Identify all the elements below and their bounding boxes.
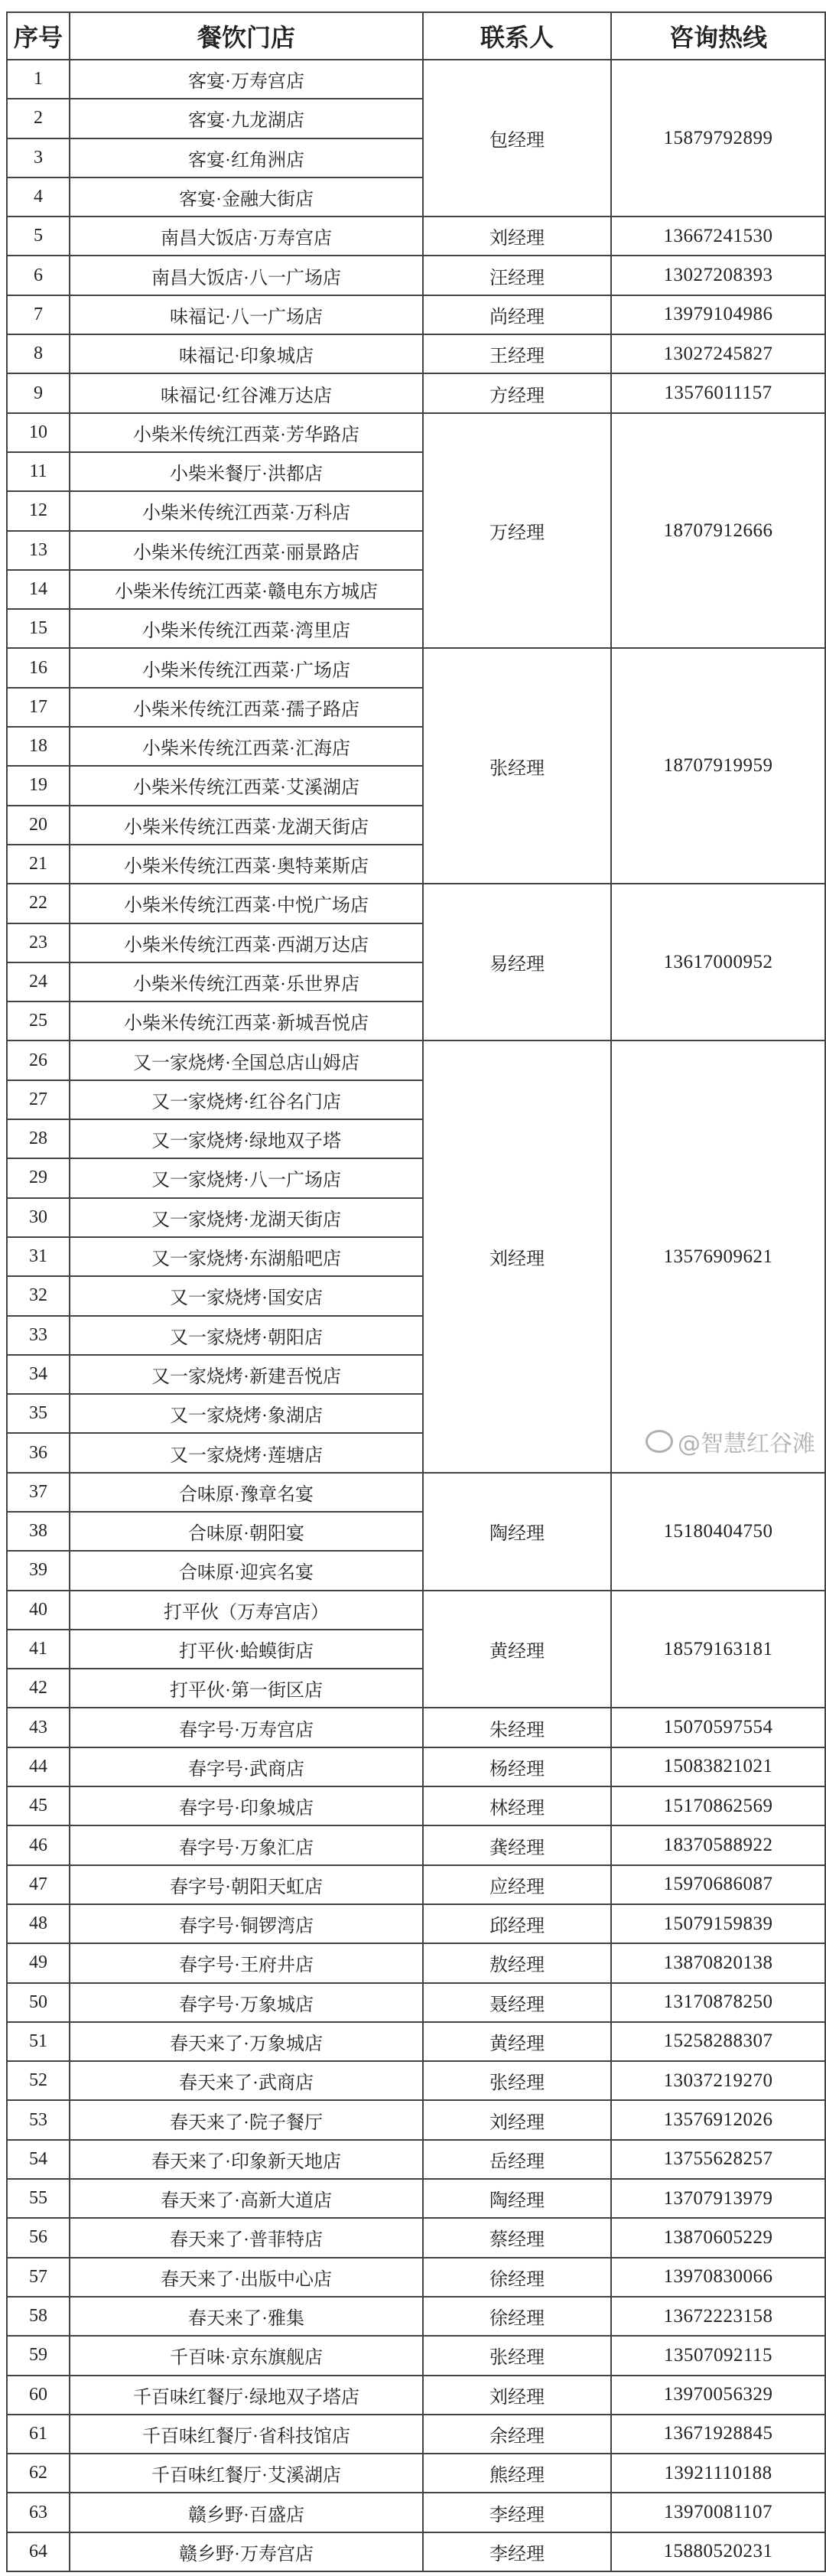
hotline-number: 15879792899	[611, 60, 825, 217]
restaurant-name: 客宴·万寿宫店	[70, 60, 423, 99]
watermark-text: @智慧红谷滩	[678, 1431, 815, 1457]
row-number: 4	[7, 177, 70, 217]
table-row	[7, 1708, 825, 1747]
row-number: 32	[7, 1276, 70, 1315]
table-row	[7, 648, 825, 687]
hotline-number: 13667241530	[611, 217, 825, 256]
restaurant-name: 南昌大饭店·万寿宫店	[70, 217, 423, 256]
table-row	[7, 2218, 825, 2257]
header-hotline: 咨询热线	[611, 12, 825, 60]
restaurant-name: 小柴米传统江西菜·汇海店	[70, 727, 423, 766]
hotline-number: 13576909621	[611, 1040, 825, 1472]
restaurant-name: 春天来了·高新大道店	[70, 2179, 423, 2218]
row-number: 21	[7, 845, 70, 884]
hotline-number: 13027208393	[611, 256, 825, 295]
restaurant-name: 又一家烧烤·龙湖天街店	[70, 1198, 423, 1237]
hotline-number: 18579163181	[611, 1591, 825, 1708]
row-number: 9	[7, 373, 70, 412]
row-number: 62	[7, 2454, 70, 2493]
restaurant-name: 小柴米传统江西菜·艾溪湖店	[70, 766, 423, 805]
restaurant-name: 小柴米传统江西菜·孺子路店	[70, 688, 423, 727]
row-number: 25	[7, 1001, 70, 1040]
contact-person: 李经理	[423, 2532, 611, 2571]
contact-person: 朱经理	[423, 1708, 611, 1747]
hotline-number: 13970830066	[611, 2258, 825, 2297]
restaurant-name: 又一家烧烤·东湖船吧店	[70, 1237, 423, 1276]
hotline-number: 13507092115	[611, 2336, 825, 2375]
row-number: 20	[7, 806, 70, 845]
restaurant-name: 小柴米传统江西菜·芳华路店	[70, 413, 423, 452]
row-number: 18	[7, 727, 70, 766]
table-row	[7, 256, 825, 295]
table-row	[7, 2179, 825, 2218]
hotline-number: 13870820138	[611, 1943, 825, 1982]
restaurant-name: 南昌大饭店·八一广场店	[70, 256, 423, 295]
row-number: 49	[7, 1943, 70, 1982]
row-number: 29	[7, 1158, 70, 1197]
table-row	[7, 2258, 825, 2297]
restaurant-name: 味福记·印象城店	[70, 334, 423, 373]
contact-person: 尚经理	[423, 295, 611, 334]
table-row	[7, 2022, 825, 2061]
restaurant-name: 小柴米传统江西菜·奥特莱斯店	[70, 845, 423, 884]
contact-person: 陶经理	[423, 2179, 611, 2218]
row-number: 43	[7, 1708, 70, 1747]
restaurant-name: 又一家烧烤·八一广场店	[70, 1158, 423, 1197]
contact-person: 包经理	[423, 60, 611, 217]
restaurant-name: 千百味红餐厅·绿地双子塔店	[70, 2376, 423, 2415]
hotline-number: 13755628257	[611, 2140, 825, 2179]
hotline-number: 13576011157	[611, 373, 825, 412]
restaurant-name: 小柴米传统江西菜·龙湖天街店	[70, 806, 423, 845]
row-number: 15	[7, 609, 70, 648]
contact-person: 刘经理	[423, 217, 611, 256]
row-number: 14	[7, 570, 70, 609]
row-number: 22	[7, 884, 70, 923]
table-row	[7, 2336, 825, 2375]
row-number: 7	[7, 295, 70, 334]
contact-person: 张经理	[423, 2336, 611, 2375]
hotline-number: 18707912666	[611, 413, 825, 649]
restaurant-name: 又一家烧烤·朝阳店	[70, 1316, 423, 1355]
table-row	[7, 884, 825, 923]
restaurant-name: 春字号·王府井店	[70, 1943, 423, 1982]
header-restaurant: 餐饮门店	[70, 12, 423, 60]
restaurant-name: 春天来了·武商店	[70, 2061, 423, 2100]
row-number: 56	[7, 2218, 70, 2257]
table-row	[7, 295, 825, 334]
contact-person: 熊经理	[423, 2454, 611, 2493]
restaurant-name: 春天来了·出版中心店	[70, 2258, 423, 2297]
table-row	[7, 217, 825, 256]
restaurant-name: 春字号·铜锣湾店	[70, 1904, 423, 1943]
restaurant-name: 小柴米传统江西菜·西湖万达店	[70, 923, 423, 962]
watermark	[646, 1425, 815, 1458]
row-number: 44	[7, 1747, 70, 1786]
restaurant-name: 千百味红餐厅·省科技馆店	[70, 2415, 423, 2454]
restaurant-name: 又一家烧烤·新建吾悦店	[70, 1355, 423, 1394]
contact-person: 张经理	[423, 2061, 611, 2100]
hotline-number: 13672223158	[611, 2297, 825, 2336]
table-row	[7, 1786, 825, 1825]
hotline-number: 15258288307	[611, 2022, 825, 2061]
header-no: 序号	[7, 12, 70, 60]
hotline-number: 15180404750	[611, 1473, 825, 1591]
row-number: 37	[7, 1473, 70, 1512]
row-number: 36	[7, 1433, 70, 1472]
row-number: 52	[7, 2061, 70, 2100]
table-row	[7, 413, 825, 452]
row-number: 41	[7, 1630, 70, 1669]
restaurant-name: 春天来了·万象城店	[70, 2022, 423, 2061]
row-number: 35	[7, 1394, 70, 1433]
contact-person: 王经理	[423, 334, 611, 373]
row-number: 39	[7, 1551, 70, 1590]
restaurant-name: 春字号·万寿宫店	[70, 1708, 423, 1747]
contact-person: 刘经理	[423, 1040, 611, 1472]
contact-person: 刘经理	[423, 2376, 611, 2415]
restaurant-name: 打平伙·蛤蟆街店	[70, 1630, 423, 1669]
hotline-number: 13870605229	[611, 2218, 825, 2257]
table-row	[7, 1865, 825, 1904]
hotline-number: 15079159839	[611, 1904, 825, 1943]
table-row	[7, 1747, 825, 1786]
row-number: 55	[7, 2179, 70, 2218]
restaurant-name: 打平伙（万寿宫店）	[70, 1591, 423, 1630]
row-number: 17	[7, 688, 70, 727]
table-row	[7, 2376, 825, 2415]
table-header-row	[7, 12, 825, 60]
hotline-number: 13037219270	[611, 2061, 825, 2100]
row-number: 64	[7, 2532, 70, 2571]
row-number: 54	[7, 2140, 70, 2179]
restaurant-name: 客宴·九龙湖店	[70, 99, 423, 138]
contact-person: 徐经理	[423, 2258, 611, 2297]
row-number: 26	[7, 1040, 70, 1080]
row-number: 23	[7, 923, 70, 962]
hotline-number: 13617000952	[611, 884, 825, 1040]
row-number: 61	[7, 2415, 70, 2454]
row-number: 5	[7, 217, 70, 256]
row-number: 12	[7, 491, 70, 530]
hotline-number: 18370588922	[611, 1825, 825, 1864]
hotline-number: 15083821021	[611, 1747, 825, 1786]
restaurant-name: 客宴·金融大街店	[70, 177, 423, 217]
restaurant-name: 又一家烧烤·国安店	[70, 1276, 423, 1315]
restaurant-name: 小柴米传统江西菜·丽景路店	[70, 531, 423, 570]
contact-person: 张经理	[423, 648, 611, 884]
restaurant-name: 千百味红餐厅·艾溪湖店	[70, 2454, 423, 2493]
table-row	[7, 2454, 825, 2493]
row-number: 38	[7, 1512, 70, 1551]
restaurant-name: 小柴米餐厅·洪都店	[70, 452, 423, 491]
row-number: 46	[7, 1825, 70, 1864]
table-row	[7, 60, 825, 99]
table-row	[7, 1904, 825, 1943]
row-number: 48	[7, 1904, 70, 1943]
restaurant-name: 小柴米传统江西菜·乐世界店	[70, 962, 423, 1001]
hotline-number: 15970686087	[611, 1865, 825, 1904]
contact-person: 李经理	[423, 2493, 611, 2532]
table-row	[7, 1591, 825, 1630]
contact-person: 岳经理	[423, 2140, 611, 2179]
restaurant-name: 客宴·红角洲店	[70, 138, 423, 177]
restaurant-name: 打平伙·第一街区店	[70, 1669, 423, 1708]
table-row	[7, 2061, 825, 2100]
restaurant-name: 小柴米传统江西菜·中悦广场店	[70, 884, 423, 923]
table-row	[7, 1040, 825, 1080]
hotline-number: 13970056329	[611, 2376, 825, 2415]
restaurant-name: 小柴米传统江西菜·万科店	[70, 491, 423, 530]
table-row	[7, 1825, 825, 1864]
hotline-number: 13671928845	[611, 2415, 825, 2454]
row-number: 10	[7, 413, 70, 452]
contact-person: 万经理	[423, 413, 611, 649]
row-number: 27	[7, 1080, 70, 1119]
restaurant-name: 春天来了·印象新天地店	[70, 2140, 423, 2179]
restaurant-name: 春天来了·院子餐厅	[70, 2100, 423, 2139]
hotline-number: 15880520231	[611, 2532, 825, 2571]
hotline-number: 13170878250	[611, 1983, 825, 2022]
contact-person: 聂经理	[423, 1983, 611, 2022]
weibo-logo-icon	[646, 1430, 673, 1453]
row-number: 2	[7, 99, 70, 138]
table-row	[7, 2140, 825, 2179]
contact-person: 徐经理	[423, 2297, 611, 2336]
contact-person: 余经理	[423, 2415, 611, 2454]
hotline-number: 15070597554	[611, 1708, 825, 1747]
row-number: 42	[7, 1669, 70, 1708]
restaurant-name: 又一家烧烤·全国总店山姆店	[70, 1040, 423, 1080]
hotline-number: 13027245827	[611, 334, 825, 373]
restaurant-name: 小柴米传统江西菜·广场店	[70, 648, 423, 687]
contact-person: 陶经理	[423, 1473, 611, 1591]
row-number: 40	[7, 1591, 70, 1630]
row-number: 28	[7, 1119, 70, 1158]
table-row	[7, 1983, 825, 2022]
restaurant-name: 赣乡野·万寿宫店	[70, 2532, 423, 2571]
row-number: 60	[7, 2376, 70, 2415]
table-row	[7, 2493, 825, 2532]
row-number: 47	[7, 1865, 70, 1904]
row-number: 11	[7, 452, 70, 491]
row-number: 16	[7, 648, 70, 687]
contact-person: 方经理	[423, 373, 611, 412]
restaurant-name: 春天来了·雅集	[70, 2297, 423, 2336]
row-number: 3	[7, 138, 70, 177]
restaurant-name: 又一家烧烤·莲塘店	[70, 1433, 423, 1472]
table-row	[7, 1943, 825, 1982]
restaurant-name: 合味原·豫章名宴	[70, 1473, 423, 1512]
row-number: 50	[7, 1983, 70, 2022]
hotline-number: 13970081107	[611, 2493, 825, 2532]
restaurant-contact-table	[6, 11, 826, 2572]
contact-person: 林经理	[423, 1786, 611, 1825]
hotline-number: 13707913979	[611, 2179, 825, 2218]
table-row	[7, 373, 825, 412]
contact-person: 汪经理	[423, 256, 611, 295]
restaurant-name: 小柴米传统江西菜·新城吾悦店	[70, 1001, 423, 1040]
table-row	[7, 2532, 825, 2571]
contact-person: 蔡经理	[423, 2218, 611, 2257]
hotline-number: 15170862569	[611, 1786, 825, 1825]
contact-person: 刘经理	[423, 2100, 611, 2139]
restaurant-name: 味福记·八一广场店	[70, 295, 423, 334]
hotline-number: 18707919959	[611, 648, 825, 884]
restaurant-name: 赣乡野·百盛店	[70, 2493, 423, 2532]
restaurant-name: 春字号·印象城店	[70, 1786, 423, 1825]
contact-person: 应经理	[423, 1865, 611, 1904]
restaurant-name: 合味原·朝阳宴	[70, 1512, 423, 1551]
restaurant-name: 又一家烧烤·象湖店	[70, 1394, 423, 1433]
row-number: 1	[7, 60, 70, 99]
restaurant-name: 春字号·朝阳天虹店	[70, 1865, 423, 1904]
row-number: 19	[7, 766, 70, 805]
row-number: 24	[7, 962, 70, 1001]
restaurant-name: 合味原·迎宾名宴	[70, 1551, 423, 1590]
restaurant-name: 小柴米传统江西菜·赣电东方城店	[70, 570, 423, 609]
restaurant-name: 春字号·万象汇店	[70, 1825, 423, 1864]
hotline-number: 13576912026	[611, 2100, 825, 2139]
row-number: 59	[7, 2336, 70, 2375]
row-number: 53	[7, 2100, 70, 2139]
contact-person: 龚经理	[423, 1825, 611, 1864]
table-body	[7, 60, 825, 2571]
row-number: 51	[7, 2022, 70, 2061]
table-row	[7, 2415, 825, 2454]
row-number: 34	[7, 1355, 70, 1394]
restaurant-name: 又一家烧烤·红谷名门店	[70, 1080, 423, 1119]
table-row	[7, 1473, 825, 1512]
row-number: 57	[7, 2258, 70, 2297]
contact-person: 黄经理	[423, 1591, 611, 1708]
hotline-number: 13979104986	[611, 295, 825, 334]
contact-person: 邱经理	[423, 1904, 611, 1943]
contact-person: 敖经理	[423, 1943, 611, 1982]
row-number: 45	[7, 1786, 70, 1825]
restaurant-name: 小柴米传统江西菜·湾里店	[70, 609, 423, 648]
row-number: 13	[7, 531, 70, 570]
table-row	[7, 2297, 825, 2336]
restaurant-name: 又一家烧烤·绿地双子塔	[70, 1119, 423, 1158]
row-number: 58	[7, 2297, 70, 2336]
restaurant-name: 春天来了·普菲特店	[70, 2218, 423, 2257]
restaurant-name: 味福记·红谷滩万达店	[70, 373, 423, 412]
restaurant-name: 春字号·武商店	[70, 1747, 423, 1786]
row-number: 6	[7, 256, 70, 295]
restaurant-name: 春字号·万象城店	[70, 1983, 423, 2022]
row-number: 33	[7, 1316, 70, 1355]
restaurant-name: 千百味·京东旗舰店	[70, 2336, 423, 2375]
row-number: 8	[7, 334, 70, 373]
table-row	[7, 2100, 825, 2139]
contact-person: 杨经理	[423, 1747, 611, 1786]
row-number: 63	[7, 2493, 70, 2532]
contact-person: 黄经理	[423, 2022, 611, 2061]
table-row	[7, 334, 825, 373]
hotline-number: 13921110188	[611, 2454, 825, 2493]
row-number: 30	[7, 1198, 70, 1237]
row-number: 31	[7, 1237, 70, 1276]
contact-person: 易经理	[423, 884, 611, 1040]
header-contact: 联系人	[423, 12, 611, 60]
